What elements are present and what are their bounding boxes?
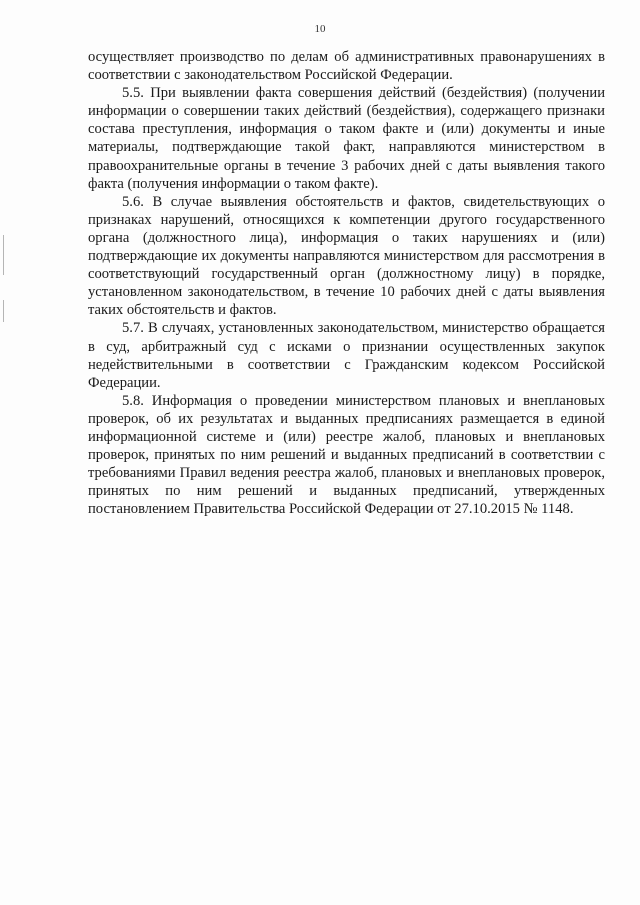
scan-edge-mark — [3, 300, 4, 322]
paragraph-5-8: 5.8. Информация о проведении министерством плановых и внеплановых проверок, об их результатах и выданных предписаниях размещается в единой информационной системе и (или) реестре жалоб, плановых и внеплановых проверок, принятых по ним решений и выданных предписаний в соответствии с требованиями Правил ведения реестра жалоб, плановых и внеплановых проверок, принятых по ним решений и выданных предписаний, утвержденных постановлением Правительства Российской Федерации от 27.10.2015 № 1148. — [88, 392, 605, 518]
paragraph-continuation: осуществляет производство по делам об административных правонарушениях в соответствии с законодательством Российской Федерации. — [88, 49, 605, 84]
paragraph-5-6: 5.6. В случае выявления обстоятельств и фактов, свидетельствующих о признаках нарушений, относящихся к компетенции другого государственного органа (должностного лица), информация о таких нарушениях и (или) подтверждающие их документы направляются министерством для рассмотрения в соответствующий государственный орган (должностному лицу) в порядке, установленном законодательством, в течение 10 рабочих дней с даты выявления таких обстоятельств и фактов. — [88, 193, 605, 319]
document-body — [88, 48, 605, 518]
page-number: 10 — [314, 23, 326, 35]
paragraph-5-7: 5.7. В случаях, установленных законодательством, министерство обращается в суд, арбитражный суд с исками о признании осуществленных закупок недействительными в соответствии с Гражданским кодексом Российской Федерации. — [88, 320, 605, 391]
scan-edge-mark — [3, 235, 4, 275]
paragraph-5-5: 5.5. При выявлении факта совершения действий (бездействия) (получении информации о совершении таких действий (бездействия), содержащего признаки состава преступления, информация о таком факте и (или) документы и иные материалы, подтверждающие такой факт, направляются министерством в правоохранительные органы в течение 3 рабочих дней с даты выявления такого факта (получения информации о таком факте). — [88, 85, 605, 192]
